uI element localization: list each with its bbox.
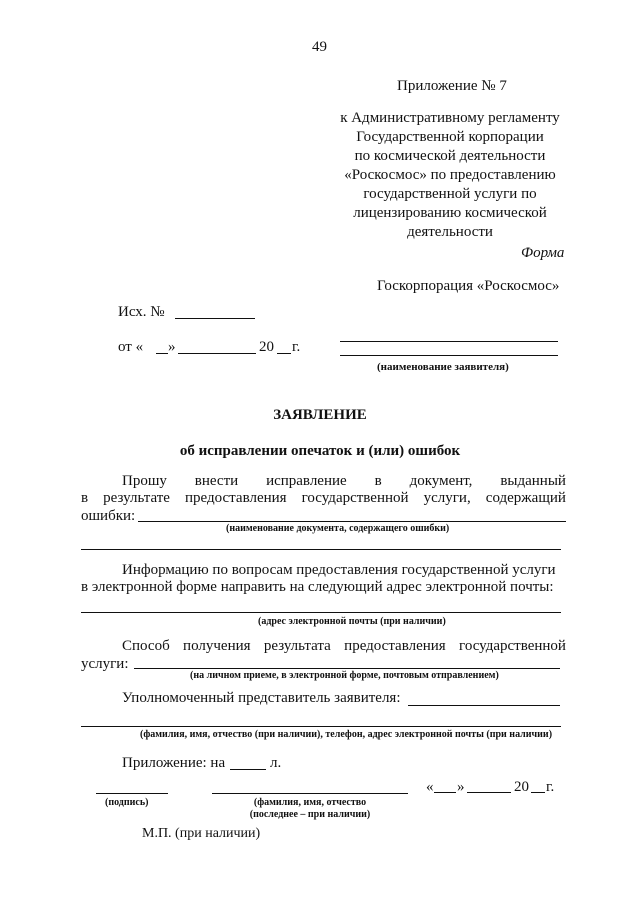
full-name-field[interactable] xyxy=(212,793,408,794)
page-number: 49 xyxy=(312,39,327,55)
sign-date-day-field[interactable] xyxy=(434,792,456,793)
applicant-field-1[interactable] xyxy=(340,341,558,342)
form-label: Форма xyxy=(521,245,565,261)
representative-caption: (фамилия, имя, отчество (при наличии), телефон, адрес электронной почты (при наличии) xyxy=(140,729,553,740)
applicant-field-2[interactable] xyxy=(340,355,558,356)
paragraph-3-line-1: Способ получения результата предоставления государственной xyxy=(122,638,566,654)
date-year-label: 20 xyxy=(259,339,274,355)
document-subtitle: об исправлении опечаток и (или) ошибок xyxy=(179,443,461,459)
representative-label: Уполномоченный представитель заявителя: xyxy=(122,690,401,706)
appendix-line: деятельности xyxy=(407,224,493,240)
outgoing-number-field[interactable] xyxy=(175,318,255,319)
email-field[interactable] xyxy=(81,612,561,613)
sign-date-month-field[interactable] xyxy=(467,792,511,793)
attachment-prefix: Приложение: на xyxy=(122,755,226,771)
appendix-line: к Административному регламенту xyxy=(340,110,560,126)
signature-field[interactable] xyxy=(96,793,168,794)
full-name-caption-1: (фамилия, имя, отчество xyxy=(253,797,367,808)
applicant-caption: (наименование заявителя) xyxy=(377,361,509,373)
document-name-field-2[interactable] xyxy=(81,549,561,550)
paragraph-2-line-1: Информацию по вопросам предоставления государственной услуги xyxy=(122,562,556,578)
date-month-field[interactable] xyxy=(178,353,256,354)
appendix-line: по космической деятельности xyxy=(354,148,546,164)
signature-caption: (подпись) xyxy=(105,797,149,808)
email-caption: (адрес электронной почты (при наличии) xyxy=(258,616,446,627)
appendix-line: лицензированию космической xyxy=(353,205,547,221)
stamp-label: М.П. (при наличии) xyxy=(142,826,261,841)
representative-field-2[interactable] xyxy=(81,726,561,727)
appendix-text xyxy=(330,109,570,242)
document-name-caption: (наименование документа, содержащего ошибки) xyxy=(226,523,450,534)
appendix-title: Приложение № 7 xyxy=(397,78,507,94)
method-caption: (на личном приеме, в электронной форме, почтовым отправлением) xyxy=(190,670,499,681)
sign-date-open: « xyxy=(426,779,434,795)
date-mid: » xyxy=(168,339,176,355)
addressee: Госкорпорация «Роскосмос» xyxy=(377,278,560,294)
document-name-field[interactable] xyxy=(138,521,566,522)
sign-date-year-label: 20 xyxy=(514,779,529,795)
appendix-line: «Роскосмос» по предоставлению xyxy=(344,167,556,183)
attachment-suffix: л. xyxy=(270,755,282,771)
date-year-suffix: г. xyxy=(292,339,301,355)
errors-label: ошибки: xyxy=(81,508,136,524)
method-label: услуги: xyxy=(81,656,129,672)
attachment-pages-field[interactable] xyxy=(230,769,266,770)
date-year-field[interactable] xyxy=(277,353,291,354)
date-day-field[interactable] xyxy=(156,353,168,354)
sign-date-year-suffix: г. xyxy=(546,779,555,795)
paragraph-1-line-2: в результате предоставления государственной услуги, содержащий xyxy=(81,490,566,506)
full-name-caption-2: (последнее – при наличии) xyxy=(249,809,371,820)
outgoing-number-label: Исх. № xyxy=(118,304,165,320)
date-prefix: от « xyxy=(118,339,144,355)
appendix-line: Государственной корпорации xyxy=(356,129,544,145)
appendix-line: государственной услуги по xyxy=(363,186,537,202)
paragraph-1-line-1: Прошу внести исправление в документ, выданный xyxy=(122,473,566,489)
representative-field[interactable] xyxy=(408,705,560,706)
sign-date-year-field[interactable] xyxy=(531,792,545,793)
method-field[interactable] xyxy=(134,668,560,669)
document-title: ЗАЯВЛЕНИЕ xyxy=(273,407,367,423)
sign-date-close: » xyxy=(457,779,465,795)
paragraph-2-line-2: в электронной форме направить на следующий адрес электронной почты: xyxy=(81,579,554,595)
